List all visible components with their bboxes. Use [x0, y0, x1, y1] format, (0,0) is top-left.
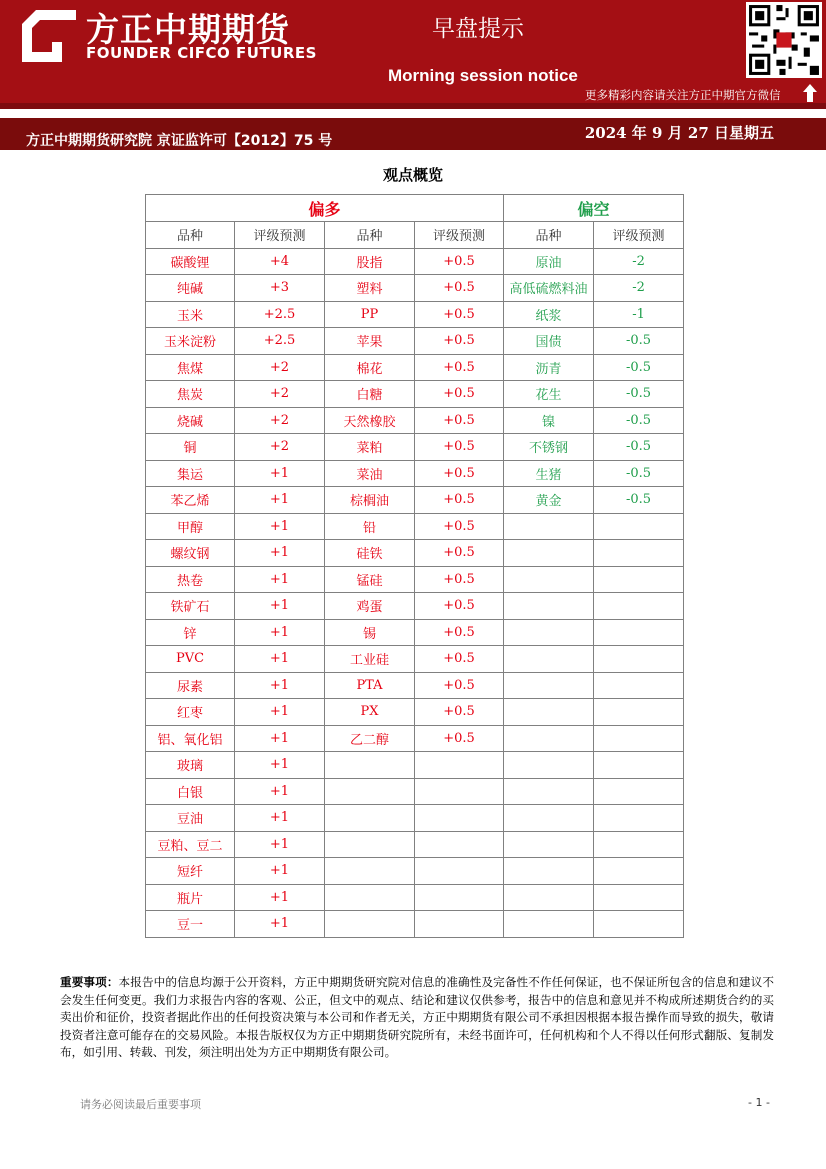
rating-cell [594, 619, 684, 646]
variety-cell: 螺纹钢 [146, 540, 235, 567]
rating-cell: +0.5 [415, 248, 504, 275]
variety-cell: 纯碱 [146, 275, 235, 302]
table-row [146, 566, 684, 593]
table-row [146, 646, 684, 673]
variety-cell: 玉米 [146, 301, 235, 328]
variety-cell: 苹果 [325, 328, 415, 355]
table-row [146, 460, 684, 487]
table-row [146, 407, 684, 434]
rating-cell: +1 [235, 672, 325, 699]
variety-cell [325, 778, 415, 805]
variety-cell [504, 593, 594, 620]
variety-cell [325, 858, 415, 885]
variety-cell [504, 672, 594, 699]
variety-cell: 锡 [325, 619, 415, 646]
variety-cell: 玻璃 [146, 752, 235, 779]
variety-cell: 原油 [504, 248, 594, 275]
variety-cell: 国债 [504, 328, 594, 355]
rating-cell: +2.5 [235, 328, 325, 355]
col-header-rating: 评级预测 [415, 222, 504, 249]
variety-cell: 天然橡胶 [325, 407, 415, 434]
rating-cell: +1 [235, 858, 325, 885]
variety-cell [504, 619, 594, 646]
page-number: - 1 - [748, 1096, 770, 1109]
variety-cell: 菜粕 [325, 434, 415, 461]
col-header-rating: 评级预测 [235, 222, 325, 249]
variety-cell: 锰硅 [325, 566, 415, 593]
org-license-line: 方正中期期货研究院 京证监许可【2012】75 号 [26, 133, 333, 149]
variety-cell: 白糖 [325, 381, 415, 408]
rating-cell: +0.5 [415, 672, 504, 699]
founder-logo-icon [22, 10, 76, 62]
variety-cell: 豆粕、豆二 [146, 831, 235, 858]
rating-cell [594, 593, 684, 620]
notice-label: 重要事项： [60, 975, 119, 989]
variety-cell: 铝、氧化铝 [146, 725, 235, 752]
variety-cell: 铁矿石 [146, 593, 235, 620]
rating-cell: +0.5 [415, 619, 504, 646]
table-row [146, 540, 684, 567]
variety-cell: 工业硅 [325, 646, 415, 673]
rating-cell: +1 [235, 884, 325, 911]
rating-cell [415, 911, 504, 938]
variety-cell: 锌 [146, 619, 235, 646]
rating-cell: -0.5 [594, 434, 684, 461]
rating-cell: +1 [235, 911, 325, 938]
rating-cell [415, 778, 504, 805]
rating-cell [594, 725, 684, 752]
company-logo-cn: 方正中期期货 [86, 10, 290, 49]
rating-cell [594, 778, 684, 805]
rating-cell: +0.5 [415, 487, 504, 514]
rating-cell: +1 [235, 593, 325, 620]
follow-wechat-text: 更多精彩内容请关注方正中期官方微信 [585, 88, 781, 102]
rating-cell: +0.5 [415, 646, 504, 673]
variety-cell: 集运 [146, 460, 235, 487]
table-row [146, 328, 684, 355]
rating-cell [594, 646, 684, 673]
variety-cell [504, 699, 594, 726]
rating-cell: +1 [235, 752, 325, 779]
table-row [146, 911, 684, 938]
rating-cell: +0.5 [415, 540, 504, 567]
rating-cell: +0.5 [415, 513, 504, 540]
col-header-variety: 品种 [146, 222, 235, 249]
rating-cell [594, 699, 684, 726]
rating-cell: +1 [235, 619, 325, 646]
variety-cell: 乙二醇 [325, 725, 415, 752]
variety-cell: 镍 [504, 407, 594, 434]
variety-cell: 硅铁 [325, 540, 415, 567]
variety-cell [325, 911, 415, 938]
variety-cell: 苯乙烯 [146, 487, 235, 514]
variety-cell: 铜 [146, 434, 235, 461]
rating-cell: +1 [235, 487, 325, 514]
variety-cell [325, 752, 415, 779]
table-row [146, 778, 684, 805]
overview-table [145, 194, 684, 938]
rating-cell: +0.5 [415, 566, 504, 593]
qr-code-icon[interactable] [746, 2, 822, 78]
rating-cell [415, 752, 504, 779]
up-arrow-icon [803, 84, 817, 102]
variety-cell [504, 752, 594, 779]
table-row [146, 725, 684, 752]
report-title-en: Morning session notice [388, 66, 578, 85]
table-row [146, 699, 684, 726]
variety-cell [504, 540, 594, 567]
table-row [146, 619, 684, 646]
rating-cell: +0.5 [415, 593, 504, 620]
report-date: 2024 年 9 月 27 日星期五 [584, 124, 774, 142]
rating-cell: +0.5 [415, 460, 504, 487]
variety-cell [504, 646, 594, 673]
col-header-rating: 评级预测 [594, 222, 684, 249]
rating-cell: +1 [235, 805, 325, 832]
rating-cell: -0.5 [594, 354, 684, 381]
rating-cell: -0.5 [594, 407, 684, 434]
variety-cell [504, 778, 594, 805]
variety-cell: 股指 [325, 248, 415, 275]
rating-cell [594, 752, 684, 779]
variety-cell: 高低硫燃料油 [504, 275, 594, 302]
bearish-header: 偏空 [504, 195, 684, 222]
rating-cell [594, 672, 684, 699]
rating-cell [594, 513, 684, 540]
rating-cell: +2 [235, 354, 325, 381]
table-row [146, 248, 684, 275]
rating-cell: +0.5 [415, 301, 504, 328]
variety-cell: PP [325, 301, 415, 328]
rating-cell: +0.5 [415, 699, 504, 726]
table-row [146, 381, 684, 408]
rating-cell: +2 [235, 407, 325, 434]
variety-cell [504, 805, 594, 832]
col-header-variety: 品种 [504, 222, 594, 249]
table-row [146, 831, 684, 858]
variety-cell: 白银 [146, 778, 235, 805]
rating-cell: +2 [235, 434, 325, 461]
rating-cell [594, 805, 684, 832]
variety-cell: 甲醇 [146, 513, 235, 540]
variety-cell: 纸浆 [504, 301, 594, 328]
rating-cell: +1 [235, 831, 325, 858]
rating-cell: +0.5 [415, 275, 504, 302]
variety-cell [504, 566, 594, 593]
table-row [146, 275, 684, 302]
variety-cell: 棕榈油 [325, 487, 415, 514]
variety-cell [504, 911, 594, 938]
variety-cell: 热卷 [146, 566, 235, 593]
rating-cell: -2 [594, 248, 684, 275]
rating-cell: +1 [235, 460, 325, 487]
variety-cell: PTA [325, 672, 415, 699]
rating-cell [415, 884, 504, 911]
variety-cell: 红枣 [146, 699, 235, 726]
variety-cell [504, 858, 594, 885]
variety-cell [504, 725, 594, 752]
variety-cell: 碳酸锂 [146, 248, 235, 275]
rating-cell: -0.5 [594, 460, 684, 487]
rating-cell [415, 831, 504, 858]
bullish-header: 偏多 [146, 195, 504, 222]
variety-cell: 焦煤 [146, 354, 235, 381]
rating-cell: +0.5 [415, 725, 504, 752]
table-row [146, 884, 684, 911]
variety-cell: 瓶片 [146, 884, 235, 911]
variety-cell: 铅 [325, 513, 415, 540]
table-row [146, 858, 684, 885]
table-column-header [146, 222, 684, 249]
table-row [146, 301, 684, 328]
variety-cell: 黄金 [504, 487, 594, 514]
variety-cell: 棉花 [325, 354, 415, 381]
info-strip [0, 118, 826, 150]
rating-cell [594, 831, 684, 858]
rating-cell [594, 566, 684, 593]
variety-cell [504, 884, 594, 911]
table-row [146, 672, 684, 699]
variety-cell [504, 831, 594, 858]
overview-title: 观点概览 [382, 166, 443, 184]
notice-text: 本报告中的信息均源于公开资料，方正中期期货研究院对信息的准确性及完备性不作任何保证，也不保证所包含的信息和建议不会发生任何变更。我们力求报告内容的客观、公正，但文中的观点、结论和建议仅供参考，报告中的信息和意见并不构成所述期货合约的买卖出价和征价，投资者据此作出的任何投资决策与本公司和作者无关，方正中期期货有限公司不承担因根据本报告操作而导致的损失，敬请投资者注意可能存在的交易风险。本报告版权仅为方正中期期货研究院所有，未经书面许可，任何机构和个人不得以任何形式翻版、复制发布，如引用、转载、刊发，须注明出处为方正中期期货有限公司。 [60, 975, 774, 1059]
table-row [146, 805, 684, 832]
table-row [146, 487, 684, 514]
rating-cell [594, 911, 684, 938]
variety-cell: 菜油 [325, 460, 415, 487]
rating-cell: +0.5 [415, 328, 504, 355]
rating-cell: +0.5 [415, 434, 504, 461]
variety-cell [325, 805, 415, 832]
table-row [146, 593, 684, 620]
company-logo-en: FOUNDER CIFCO FUTURES [86, 44, 317, 62]
footer-reminder: 请务必阅读最后重要事项 [80, 1098, 201, 1111]
rating-cell: -0.5 [594, 487, 684, 514]
rating-cell: +1 [235, 725, 325, 752]
variety-cell: 花生 [504, 381, 594, 408]
rating-cell: +1 [235, 566, 325, 593]
variety-cell: 短纤 [146, 858, 235, 885]
rating-cell: +3 [235, 275, 325, 302]
variety-cell [325, 884, 415, 911]
rating-cell [415, 805, 504, 832]
rating-cell: +0.5 [415, 381, 504, 408]
rating-cell: +4 [235, 248, 325, 275]
variety-cell [504, 513, 594, 540]
rating-cell: +0.5 [415, 354, 504, 381]
variety-cell: 焦炭 [146, 381, 235, 408]
rating-cell: -0.5 [594, 328, 684, 355]
rating-cell [594, 540, 684, 567]
banner-divider [0, 103, 826, 109]
table-group-header [146, 195, 684, 222]
variety-cell: 不锈钢 [504, 434, 594, 461]
report-title-cn: 早盘提示 [432, 16, 524, 42]
table-row [146, 434, 684, 461]
rating-cell: +1 [235, 646, 325, 673]
table-row [146, 752, 684, 779]
rating-cell: -2 [594, 275, 684, 302]
rating-cell [415, 858, 504, 885]
table-row [146, 513, 684, 540]
col-header-variety: 品种 [325, 222, 415, 249]
rating-cell: -1 [594, 301, 684, 328]
rating-cell: +0.5 [415, 407, 504, 434]
variety-cell: 尿素 [146, 672, 235, 699]
variety-cell: 生猪 [504, 460, 594, 487]
rating-cell: +1 [235, 513, 325, 540]
table-row [146, 354, 684, 381]
variety-cell: 烧碱 [146, 407, 235, 434]
variety-cell: 玉米淀粉 [146, 328, 235, 355]
rating-cell: +2 [235, 381, 325, 408]
variety-cell [325, 831, 415, 858]
variety-cell: 豆油 [146, 805, 235, 832]
rating-cell: +2.5 [235, 301, 325, 328]
variety-cell: PX [325, 699, 415, 726]
rating-cell [594, 884, 684, 911]
rating-cell: +1 [235, 540, 325, 567]
variety-cell: 沥青 [504, 354, 594, 381]
variety-cell: PVC [146, 646, 235, 673]
rating-cell [594, 858, 684, 885]
variety-cell: 塑料 [325, 275, 415, 302]
variety-cell: 豆一 [146, 911, 235, 938]
rating-cell: +1 [235, 699, 325, 726]
rating-cell: -0.5 [594, 381, 684, 408]
rating-cell: +1 [235, 778, 325, 805]
important-notice [60, 974, 774, 1062]
variety-cell: 鸡蛋 [325, 593, 415, 620]
